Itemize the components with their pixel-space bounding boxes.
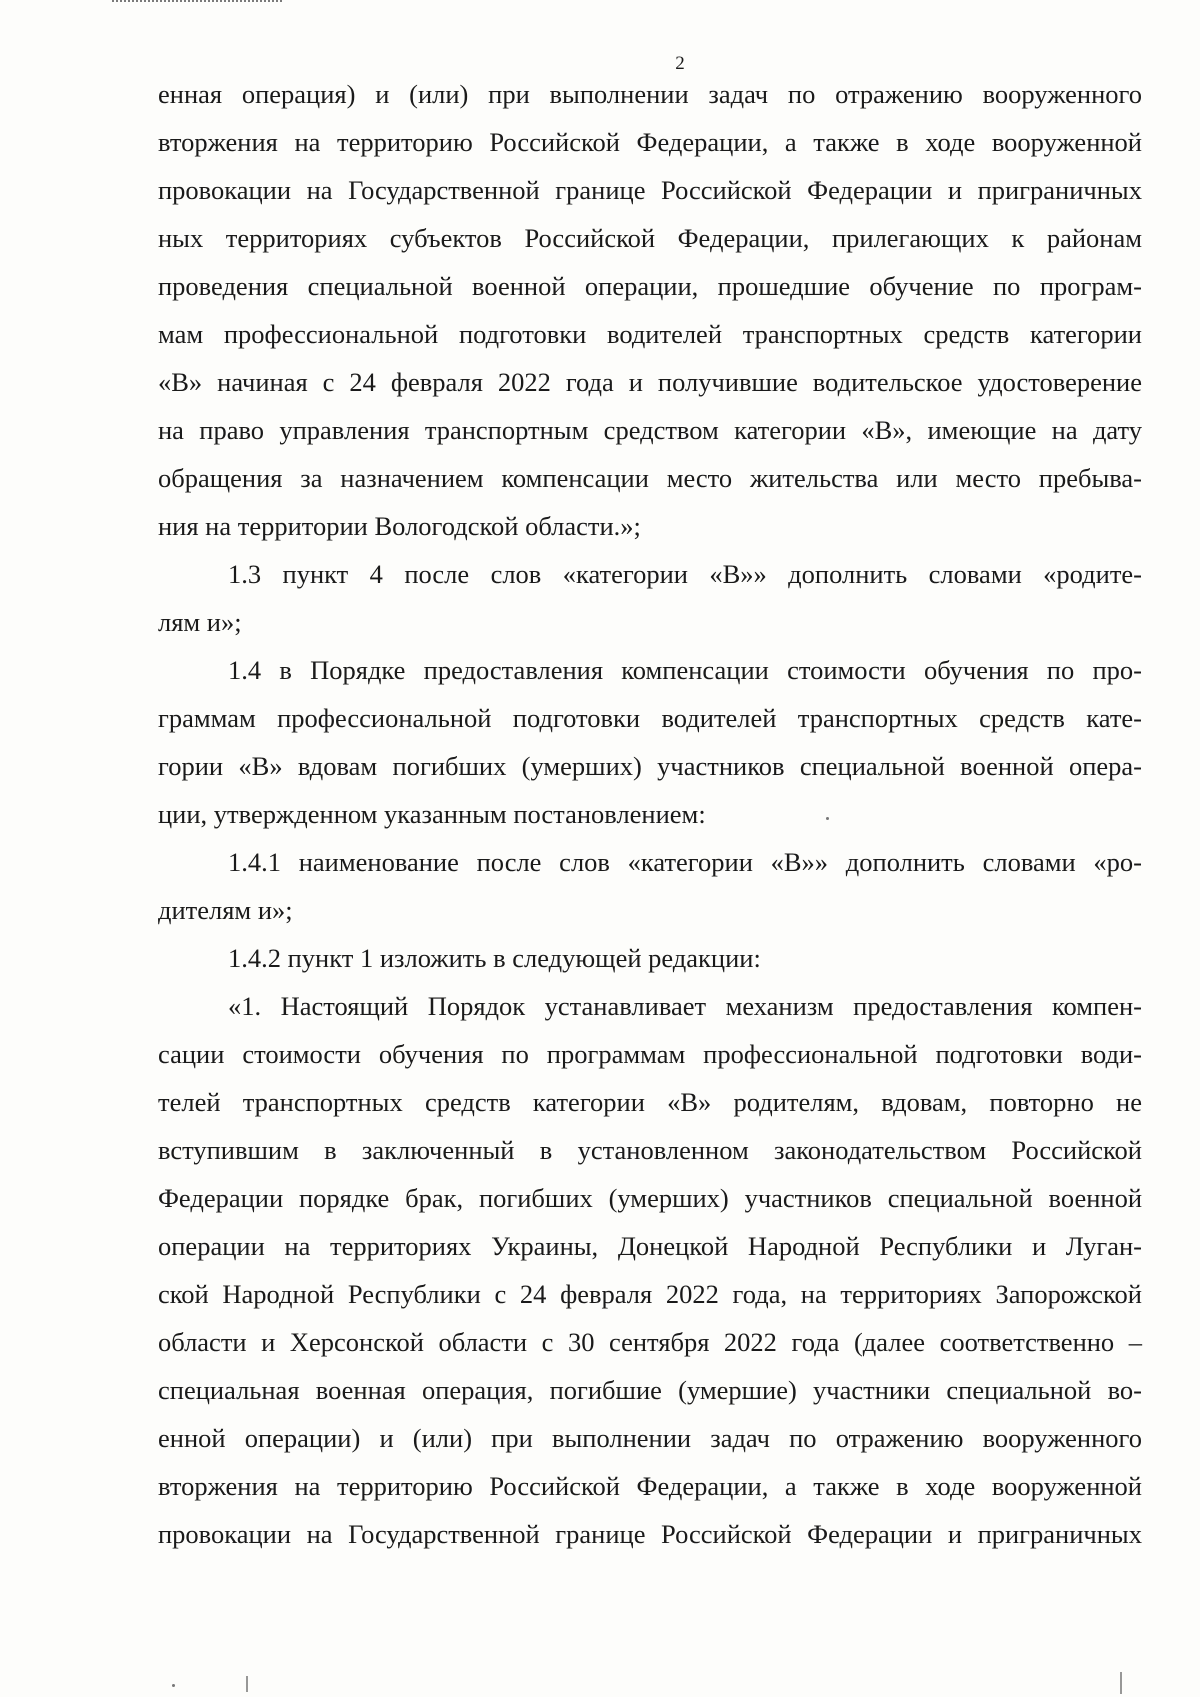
text-line: на право управления транспортным средством категории «В», имеющие на дату: [158, 415, 1142, 445]
text-line: ской Народной Республики с 24 февраля 2022 года, на территориях Запорожской: [158, 1279, 1142, 1309]
scan-speck: [172, 1684, 175, 1687]
text-line: мам профессиональной подготовки водителей транспортных средств категории: [158, 319, 1142, 349]
document-body: [158, 70, 1142, 1558]
text-line: граммам профессиональной подготовки водителей транспортных средств кате-: [158, 703, 1142, 733]
text-line: «1. Настоящий Порядок устанавливает механизм предоставления компен-: [228, 991, 1142, 1021]
text-line: сации стоимости обучения по программам профессиональной подготовки води-: [158, 1039, 1142, 1069]
text-line: ции, утвержденном указанным постановлением:: [158, 799, 706, 829]
text-line: вступившим в заключенный в установленном законодательством Российской: [158, 1135, 1142, 1165]
text-line: ния на территории Вологодской области.»;: [158, 511, 641, 541]
scan-artifact: [246, 1676, 248, 1692]
text-line: специальная военная операция, погибшие (умершие) участники специальной во-: [158, 1375, 1142, 1405]
text-line: дителям и»;: [158, 895, 293, 925]
text-line: 1.4.1 наименование после слов «категории «В»» дополнить словами «ро-: [228, 847, 1142, 877]
text-line: ных территориях субъектов Российской Федерации, прилегающих к районам: [158, 223, 1142, 253]
page-number: 2: [675, 53, 685, 74]
text-line: лям и»;: [158, 607, 242, 637]
scan-speck: [826, 817, 829, 820]
text-line: 1.4 в Порядке предоставления компенсации стоимости обучения по про-: [228, 655, 1142, 685]
text-line: проведения специальной военной операции, прошедшие обучение по програм-: [158, 271, 1142, 301]
text-line: гории «В» вдовам погибших (умерших) участников специальной военной опера-: [158, 751, 1142, 781]
text-line: енная операция) и (или) при выполнении задач по отражению вооруженного: [158, 79, 1142, 109]
text-line: 1.4.2 пункт 1 изложить в следующей редакции:: [228, 943, 761, 973]
text-line: телей транспортных средств категории «В» родителям, вдовам, повторно не: [158, 1087, 1142, 1117]
text-line: обращения за назначением компенсации место жительства или место пребыва-: [158, 463, 1142, 493]
text-line: вторжения на территорию Российской Федерации, а также в ходе вооруженной: [158, 127, 1142, 157]
text-line: провокации на Государственной границе Российской Федерации и приграничных: [158, 1519, 1142, 1549]
scan-artifact: [112, 0, 282, 6]
text-line: 1.3 пункт 4 после слов «категории «В»» дополнить словами «родите-: [228, 559, 1142, 589]
text-line: области и Херсонской области с 30 сентября 2022 года (далее соответственно –: [158, 1327, 1142, 1357]
scan-artifact: [1120, 1672, 1122, 1694]
text-line: Федерации порядке брак, погибших (умерших) участников специальной военной: [158, 1183, 1142, 1213]
text-line: операции на территориях Украины, Донецкой Народной Республики и Луган-: [158, 1231, 1142, 1261]
text-line: вторжения на территорию Российской Федерации, а также в ходе вооруженной: [158, 1471, 1142, 1501]
text-line: енной операции) и (или) при выполнении задач по отражению вооруженного: [158, 1423, 1142, 1453]
text-line: «В» начиная с 24 февраля 2022 года и получившие водительское удостоверение: [158, 367, 1142, 397]
text-line: провокации на Государственной границе Российской Федерации и приграничных: [158, 175, 1142, 205]
